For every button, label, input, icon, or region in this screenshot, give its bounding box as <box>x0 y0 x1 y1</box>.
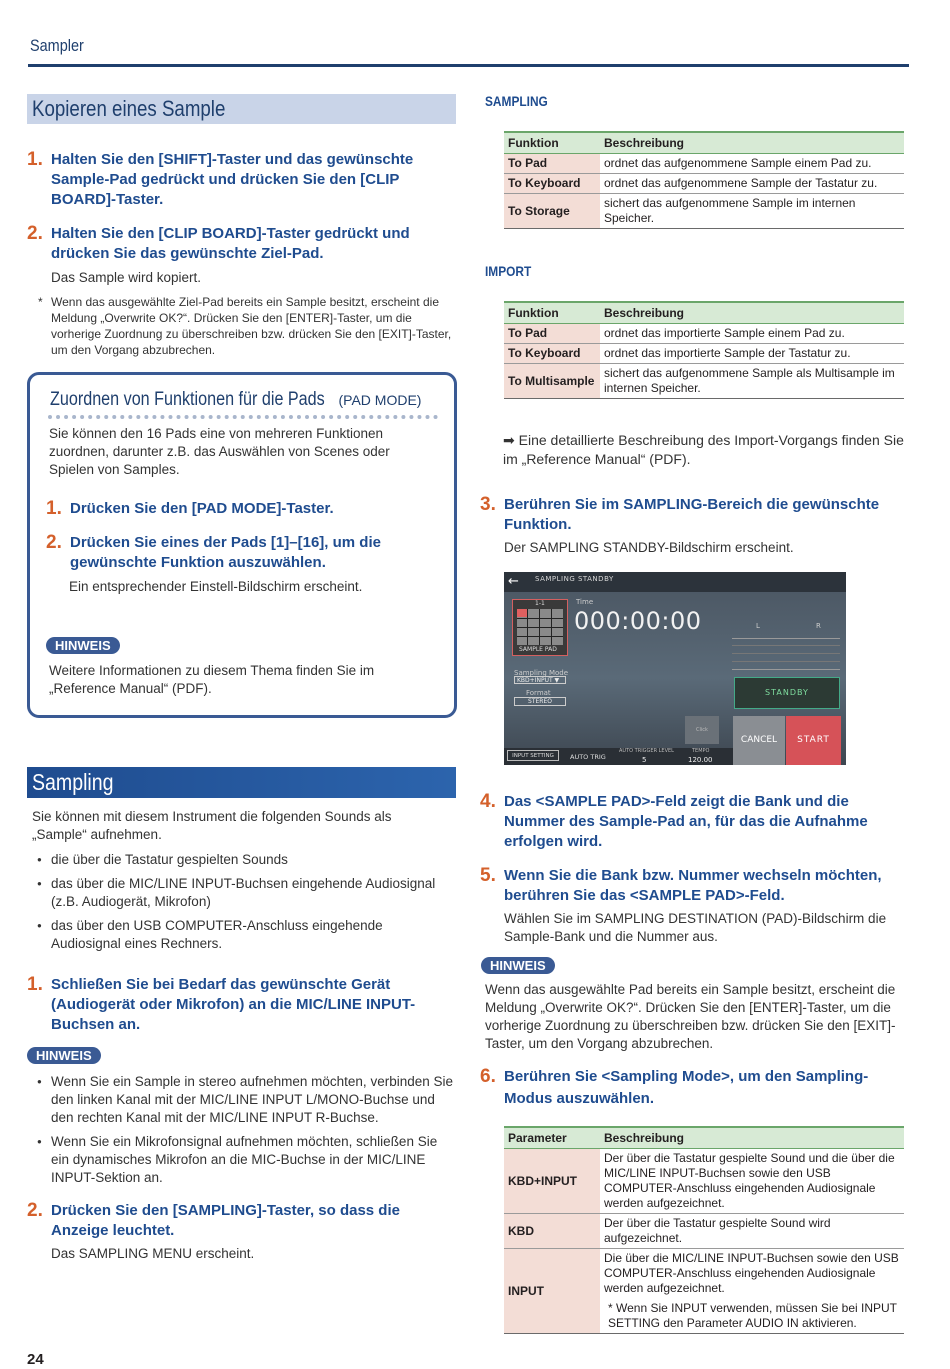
hint-badge-wrap <box>27 1047 101 1065</box>
hint-badge: HINWEIS <box>27 1047 101 1064</box>
pad-selected-cell <box>517 609 527 617</box>
import-table-label: IMPORT <box>485 263 532 279</box>
table-cell: Der über die Tastatur gespielte Sound und die über die MIC/LINE INPUT-Buchsen sowie den USB COMPUTER-Anschluss eingehenden Audiosignale werden aufgezeichnet. <box>600 1149 904 1214</box>
running-head: Sampler <box>30 36 84 55</box>
table-cell: ordnet das importierte Sample der Tastatur zu. <box>600 344 904 364</box>
table-row <box>504 154 904 174</box>
table-cell: Der über die Tastatur gespielte Sound wird aufgezeichnet. <box>600 1214 904 1249</box>
table-key: INPUT <box>504 1249 600 1334</box>
table-cell <box>600 1249 904 1334</box>
table-cell: sichert das aufgenommene Sample als Multisample im internen Speicher. <box>600 364 904 399</box>
tempo-value: 120.00 <box>688 756 713 764</box>
hint-badge-wrap <box>46 637 120 655</box>
table-row <box>504 364 904 399</box>
table-key: To Keyboard <box>504 174 600 194</box>
click-button: Click <box>685 716 719 744</box>
step-text: Halten Sie den [SHIFT]-Taster und das gewünschte Sample-Pad gedrückt und drücken Sie den [CLIP BOARD]-Taster. <box>51 151 414 208</box>
step-5-hint: Wenn das ausgewählte Pad bereits ein Sample besitzt, erscheint die Meldung „Overwrite OK?“. Drücken Sie den [ENTER]-Taster, um die vorherige Zuordnung zu überschreiben bzw. drücken Sie den [EXIT]-Taster, um den Vorgang abzubrechen. <box>485 982 896 1051</box>
section-title-sampling-text: Sampling <box>32 769 114 795</box>
sampling-mode-label: Sampling Mode <box>514 669 569 677</box>
format-value: STEREO <box>514 697 566 706</box>
table-cell: ordnet das aufgenommene Sample einem Pad zu. <box>600 154 904 174</box>
table-key: To Pad <box>504 324 600 344</box>
table-row <box>504 194 904 229</box>
pad-mode-step-1 <box>46 499 436 519</box>
tempo-label: TEMPO <box>692 748 710 754</box>
step-number: 1. <box>27 974 43 995</box>
back-arrow-icon: ← <box>508 574 519 589</box>
start-button: START <box>786 716 841 765</box>
meter-right-label: R <box>816 622 821 630</box>
step-text: Drücken Sie den [PAD MODE]-Taster. <box>70 500 334 517</box>
section-title-copy <box>27 94 456 124</box>
step-number: 6. <box>480 1066 496 1087</box>
step-number: 2. <box>27 223 43 244</box>
step-text: Berühren Sie <Sampling Mode>, um den Sampling-Modus auszuwählen. <box>504 1068 869 1107</box>
table-header-row <box>504 1127 904 1149</box>
step-number: 2. <box>46 532 62 553</box>
trigger-level-label: AUTO TRIGGER LEVEL <box>619 748 674 754</box>
table-row <box>504 1249 904 1334</box>
step-number: 5. <box>480 865 496 886</box>
table-header: Beschreibung <box>600 1127 904 1149</box>
section-title-sampling <box>27 767 456 798</box>
table-cell-text: Die über die MIC/LINE INPUT-Buchsen sowie den USB COMPUTER-Anschluss eingehenden Audiosignale werden aufgezeichnet. <box>604 1251 899 1295</box>
step-text: Drücken Sie den [SAMPLING]-Taster, so dass die Anzeige leuchtet. <box>51 1202 400 1239</box>
reference-note <box>503 431 909 469</box>
sampling-function-table <box>504 131 904 229</box>
table-key: To Pad <box>504 154 600 174</box>
sampling-step-6 <box>480 1066 900 1110</box>
sampling-table-label: SAMPLING <box>485 93 548 109</box>
table-key: KBD+INPUT <box>504 1149 600 1214</box>
step-number: 4. <box>480 791 496 812</box>
reference-text: Eine detaillierte Beschreibung des Import-Vorgangs finden Sie im „Reference Manual“ (PDF). <box>503 432 904 467</box>
step-text: Schließen Sie bei Bedarf das gewünschte Gerät (Audiogerät oder Mikrofon) an die MIC/LINE INPUT-Buchsen an. <box>51 976 416 1033</box>
hint-badge: HINWEIS <box>481 957 555 974</box>
sample-pad-field <box>512 599 568 656</box>
sampling-step-3 <box>480 495 900 535</box>
sampling-step-1 <box>27 975 447 1035</box>
step-text: Wenn Sie die Bank bzw. Nummer wechseln möchten, berühren Sie das <SAMPLE PAD>-Feld. <box>504 867 882 904</box>
table-row <box>504 1214 904 1249</box>
sampling-mode-table <box>504 1126 904 1334</box>
sampling-source-list <box>33 851 455 959</box>
pad-bank: 1-1 <box>535 600 545 607</box>
list-item: ● die über die Tastatur gespielten Sounds <box>33 851 455 869</box>
auto-trig-button: AUTO TRIG <box>570 753 606 761</box>
input-setting-button: INPUT SETTING <box>507 750 559 761</box>
trigger-level-value: 5 <box>642 756 647 764</box>
sampling-step-2 <box>27 1201 457 1241</box>
step-number: 2. <box>27 1200 43 1221</box>
copy-step-1 <box>27 150 447 210</box>
level-meter <box>732 638 840 670</box>
list-item: ● Wenn Sie ein Sample in stereo aufnehmen möchten, verbinden Sie den linken Kanal mit der MIC/LINE INPUT L/MONO-Buchse und den rechten Kanal mit der MIC/LINE INPUT R-Buchse. <box>33 1073 455 1127</box>
table-cell: ordnet das importierte Sample einem Pad zu. <box>600 324 904 344</box>
arrow-right-icon: ➡ <box>503 432 515 448</box>
table-header: Beschreibung <box>600 132 904 154</box>
pad-mode-title-main: Zuordnen von Funktionen für die Pads <box>50 389 325 410</box>
table-row <box>504 324 904 344</box>
table-header: Parameter <box>504 1127 600 1149</box>
format-label: Format <box>526 689 551 697</box>
pad-mode-title <box>50 389 421 411</box>
list-item: ● das über die MIC/LINE INPUT-Buchsen eingehende Audiosignal (z.B. Audiogerät, Mikrofon) <box>33 875 455 911</box>
copy-step-2-result: Das Sample wird kopiert. <box>51 270 202 285</box>
header-rule <box>28 64 909 67</box>
table-cell: sichert das aufgenommene Sample im internen Speicher. <box>600 194 904 229</box>
step-3-result: Der SAMPLING STANDBY-Bildschirm erscheint. <box>504 540 794 555</box>
hint-badge-wrap <box>481 957 555 975</box>
table-key: To Multisample <box>504 364 600 399</box>
table-row <box>504 1149 904 1214</box>
pad-mode-hint: Weitere Informationen zu diesem Thema finden Sie im „Reference Manual“ (PDF). <box>49 663 375 696</box>
step-5-result: Wählen Sie im SAMPLING DESTINATION (PAD)-Bildschirm die Sample-Bank und die Nummer aus. <box>504 911 887 944</box>
step-text: Drücken Sie eines der Pads [1]–[16], um die gewünschte Funktion auszuwählen. <box>70 534 381 571</box>
step-number: 1. <box>27 149 43 170</box>
pad-mode-intro: Sie können den 16 Pads eine von mehreren Funktionen zuordnen, darunter z.B. das Auswählen von Scenes oder Spielen von Samples. <box>49 426 390 477</box>
table-header: Funktion <box>504 132 600 154</box>
table-row <box>504 344 904 364</box>
cancel-button: CANCEL <box>733 716 785 765</box>
sampling-mode-select: KBD+INPUT ▼ <box>514 676 566 684</box>
table-header: Beschreibung <box>600 302 904 324</box>
table-key: KBD <box>504 1214 600 1249</box>
meter-left-label: L <box>756 622 760 630</box>
table-key: To Storage <box>504 194 600 229</box>
copy-note: Wenn das ausgewählte Ziel-Pad bereits ein Sample besitzt, erscheint die Meldung „Overwrite OK?“. Drücken Sie den [ENTER]-Taster, um die vorherige Zuordnung zu überschreiben bzw. drücken Sie den [EXIT]-Taster, um den Vorgang abzubrechen. <box>51 295 452 357</box>
pad-mode-step-2-result: Ein entsprechender Einstell-Bildschirm erscheint. <box>69 579 363 594</box>
table-header-row <box>504 132 904 154</box>
pad-mode-step-2 <box>46 533 436 573</box>
import-function-table <box>504 301 904 399</box>
step-text: Berühren Sie im SAMPLING-Bereich die gewünschte Funktion. <box>504 496 880 533</box>
screen-title: SAMPLING STANDBY <box>535 575 614 583</box>
table-cell: ordnet das aufgenommene Sample der Tastatur zu. <box>600 174 904 194</box>
time-label: Time <box>576 598 594 606</box>
sampling-step-4 <box>480 792 900 852</box>
standby-indicator: STANDBY <box>734 677 840 709</box>
table-key: To Keyboard <box>504 344 600 364</box>
input-setting-note: * Wenn Sie INPUT verwenden, müssen Sie bei INPUT SETTING den Parameter AUDIO IN aktivieren. <box>608 1301 897 1330</box>
dotted-divider <box>48 415 438 419</box>
sampling-step-2-result: Das SAMPLING MENU erscheint. <box>51 1246 255 1261</box>
step-number: 3. <box>480 494 496 515</box>
time-readout: 000:00:00 <box>574 607 702 635</box>
hint-badge: HINWEIS <box>46 637 120 654</box>
pad-mode-box <box>27 372 457 718</box>
step-number: 1. <box>46 498 62 519</box>
table-header-row <box>504 302 904 324</box>
table-row <box>504 174 904 194</box>
list-item: ● das über den USB COMPUTER-Anschluss eingehende Audiosignal eines Rechners. <box>33 917 455 953</box>
section-title-copy-text: Kopieren eines Sample <box>32 96 226 121</box>
copy-step-2 <box>27 224 447 264</box>
pad-label: SAMPLE PAD <box>519 646 557 653</box>
sampling-hint-list <box>33 1073 455 1193</box>
page-number: 24 <box>27 1351 44 1368</box>
pad-mode-title-suffix: (PAD MODE) <box>338 392 422 408</box>
step-text: Das <SAMPLE PAD>-Feld zeigt die Bank und die Nummer des Sample-Pad an, für das die Aufnahme erfolgen wird. <box>504 793 868 850</box>
table-header: Funktion <box>504 302 600 324</box>
sampling-standby-screenshot <box>504 572 846 765</box>
list-item: ● Wenn Sie ein Mikrofonsignal aufnehmen möchten, schließen Sie ein dynamisches Mikrofon an die MIC-Buchse in der MIC/LINE INPUT-Sektion an. <box>33 1133 455 1187</box>
step-text: Halten Sie den [CLIP BOARD]-Taster gedrückt und drücken Sie das gewünschte Ziel-Pad. <box>51 225 410 262</box>
sampling-step-5 <box>480 866 900 906</box>
note-asterisk: * <box>38 295 43 309</box>
sampling-intro: Sie können mit diesem Instrument die folgenden Sounds als „Sample“ aufnehmen. <box>32 809 392 842</box>
